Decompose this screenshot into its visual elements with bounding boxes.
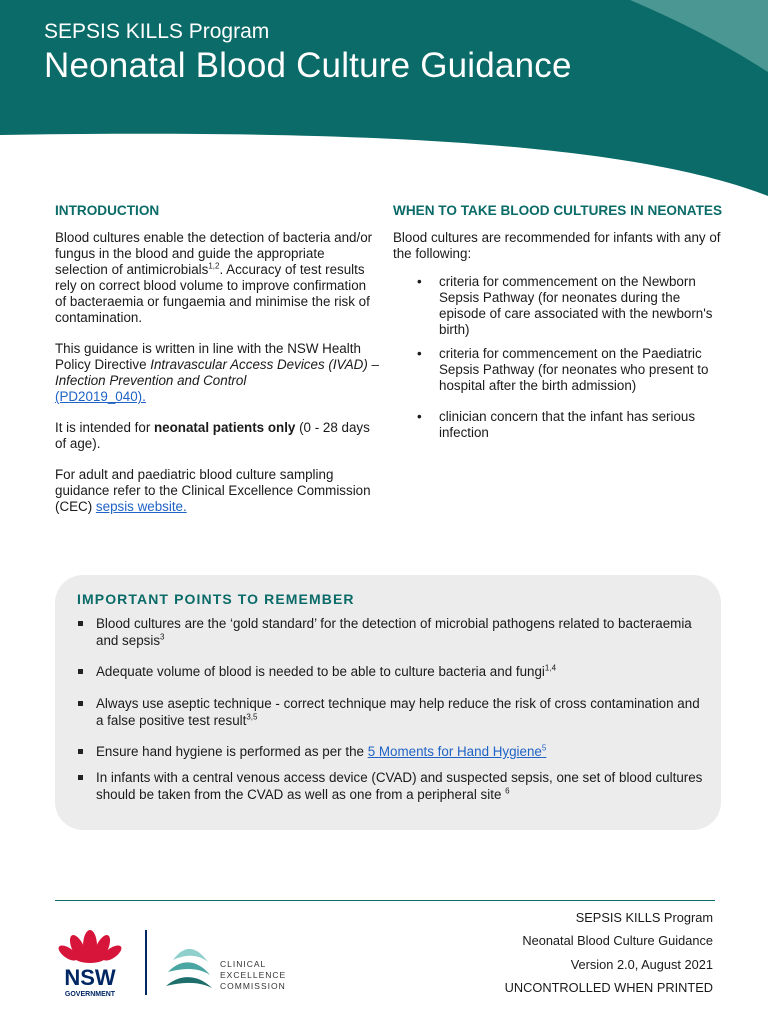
cec-logo xyxy=(166,949,286,991)
intro-paragraph-4: For adult and paediatric blood culture sampling guidance refer to the Clinical Excellence Commission (CEC) sepsis website. xyxy=(55,467,371,514)
when-intro: Blood cultures are recommended for infants with any of the following: xyxy=(393,230,721,261)
square-bullet-icon xyxy=(78,669,83,674)
hand-hygiene-link[interactable]: 5 Moments for Hand Hygiene$^5$ xyxy=(367,743,547,759)
intro-paragraph-3: It is intended for neonatal patients only (0 - 28 days of age). xyxy=(55,420,370,451)
intro-paragraph-2: This guidance is written in line with the NSW Health Policy Directive Intravascular Access Devices (IVAD) – Infection Prevention and Control (PD2019_040). xyxy=(55,341,379,404)
important-heading: IMPORTANT POINTS TO REMEMBER xyxy=(77,591,355,607)
footer-divider xyxy=(55,900,715,901)
footer-title: Neonatal Blood Culture Guidance xyxy=(522,933,713,948)
important-points-box xyxy=(55,575,721,830)
list-item: • criteria for commencement on the Newborn Sepsis Pathway (for neonates during the episode of care associated with the newborn's birth) xyxy=(417,274,713,337)
logo-divider xyxy=(145,930,147,995)
nsw-logo-text: NSW xyxy=(64,965,116,990)
cec-logo-line1: CLINICAL xyxy=(220,959,267,969)
introduction-heading: INTRODUCTION xyxy=(55,203,160,218)
footer-logos xyxy=(48,920,298,1000)
waratah-icon xyxy=(56,930,124,963)
square-bullet-icon xyxy=(78,775,83,780)
square-bullet-icon xyxy=(78,701,83,706)
when-section xyxy=(393,202,728,449)
list-item: • criteria for commencement on the Paediatric Sepsis Pathway (for neonates who present to hospital after the birth admission) xyxy=(417,346,709,393)
footer-uncontrolled: UNCONTROLLED WHEN PRINTED xyxy=(504,980,713,995)
cec-logo-line3: COMMISSION xyxy=(220,981,286,991)
list-item: In infants with a central venous access device (CVAD) and suspected sepsis, one set of blood cultures should be taken from the CVAD as well as one from a peripheral site $^6$ xyxy=(75,769,705,803)
cec-wave-icon xyxy=(166,949,212,988)
when-list xyxy=(393,274,728,441)
list-item: Blood cultures are the ‘gold standard’ for the detection of microbial pathogens related to bacteraemia and sepsis$^3$ xyxy=(75,615,705,649)
intro-paragraph-1: Blood cultures enable the detection of bacteria and/or fungus in the blood and guide the appropriate selection of antimicrobials$^{1,2}$. Accuracy of test results rely on correct blood volume to improve confirmation of bacteraemia or fungaemia and minimise the risk of contamination. xyxy=(55,230,373,325)
footer-version: Version 2.0, August 2021 xyxy=(570,957,713,972)
nsw-logo-subtext: GOVERNMENT xyxy=(64,991,116,998)
square-bullet-icon xyxy=(78,749,83,754)
list-item: Always use aseptic technique - correct technique may help reduce the risk of cross contamination and a false positive test result$^{3,5}$ xyxy=(75,695,705,729)
bullet-icon: • xyxy=(417,409,422,424)
nsw-government-logo xyxy=(56,930,124,998)
cec-logo-line2: EXCELLENCE xyxy=(220,970,287,980)
page-title: Neonatal Blood Culture Guidance xyxy=(44,46,572,85)
square-bullet-icon xyxy=(78,621,83,626)
policy-link[interactable]: (PD2019_040). xyxy=(55,389,146,404)
list-item: • clinician concern that the infant has serious infection xyxy=(417,409,696,440)
footer-program: SEPSIS KILLS Program xyxy=(575,910,713,925)
introduction-section xyxy=(55,202,380,530)
list-item: Adequate volume of blood is needed to be able to culture bacteria and fungi$^{1,4}$ xyxy=(75,663,705,680)
list-item: Ensure hand hygiene is performed as per the 5 Moments for Hand Hygiene$^5$ xyxy=(75,743,705,760)
program-name: SEPSIS KILLS Program xyxy=(44,20,270,43)
important-list xyxy=(75,615,705,803)
when-heading: WHEN TO TAKE BLOOD CULTURES IN NEONATES xyxy=(393,203,723,218)
bullet-icon: • xyxy=(417,346,422,361)
sepsis-website-link[interactable]: sepsis website. xyxy=(95,499,187,514)
bullet-icon: • xyxy=(417,274,422,289)
